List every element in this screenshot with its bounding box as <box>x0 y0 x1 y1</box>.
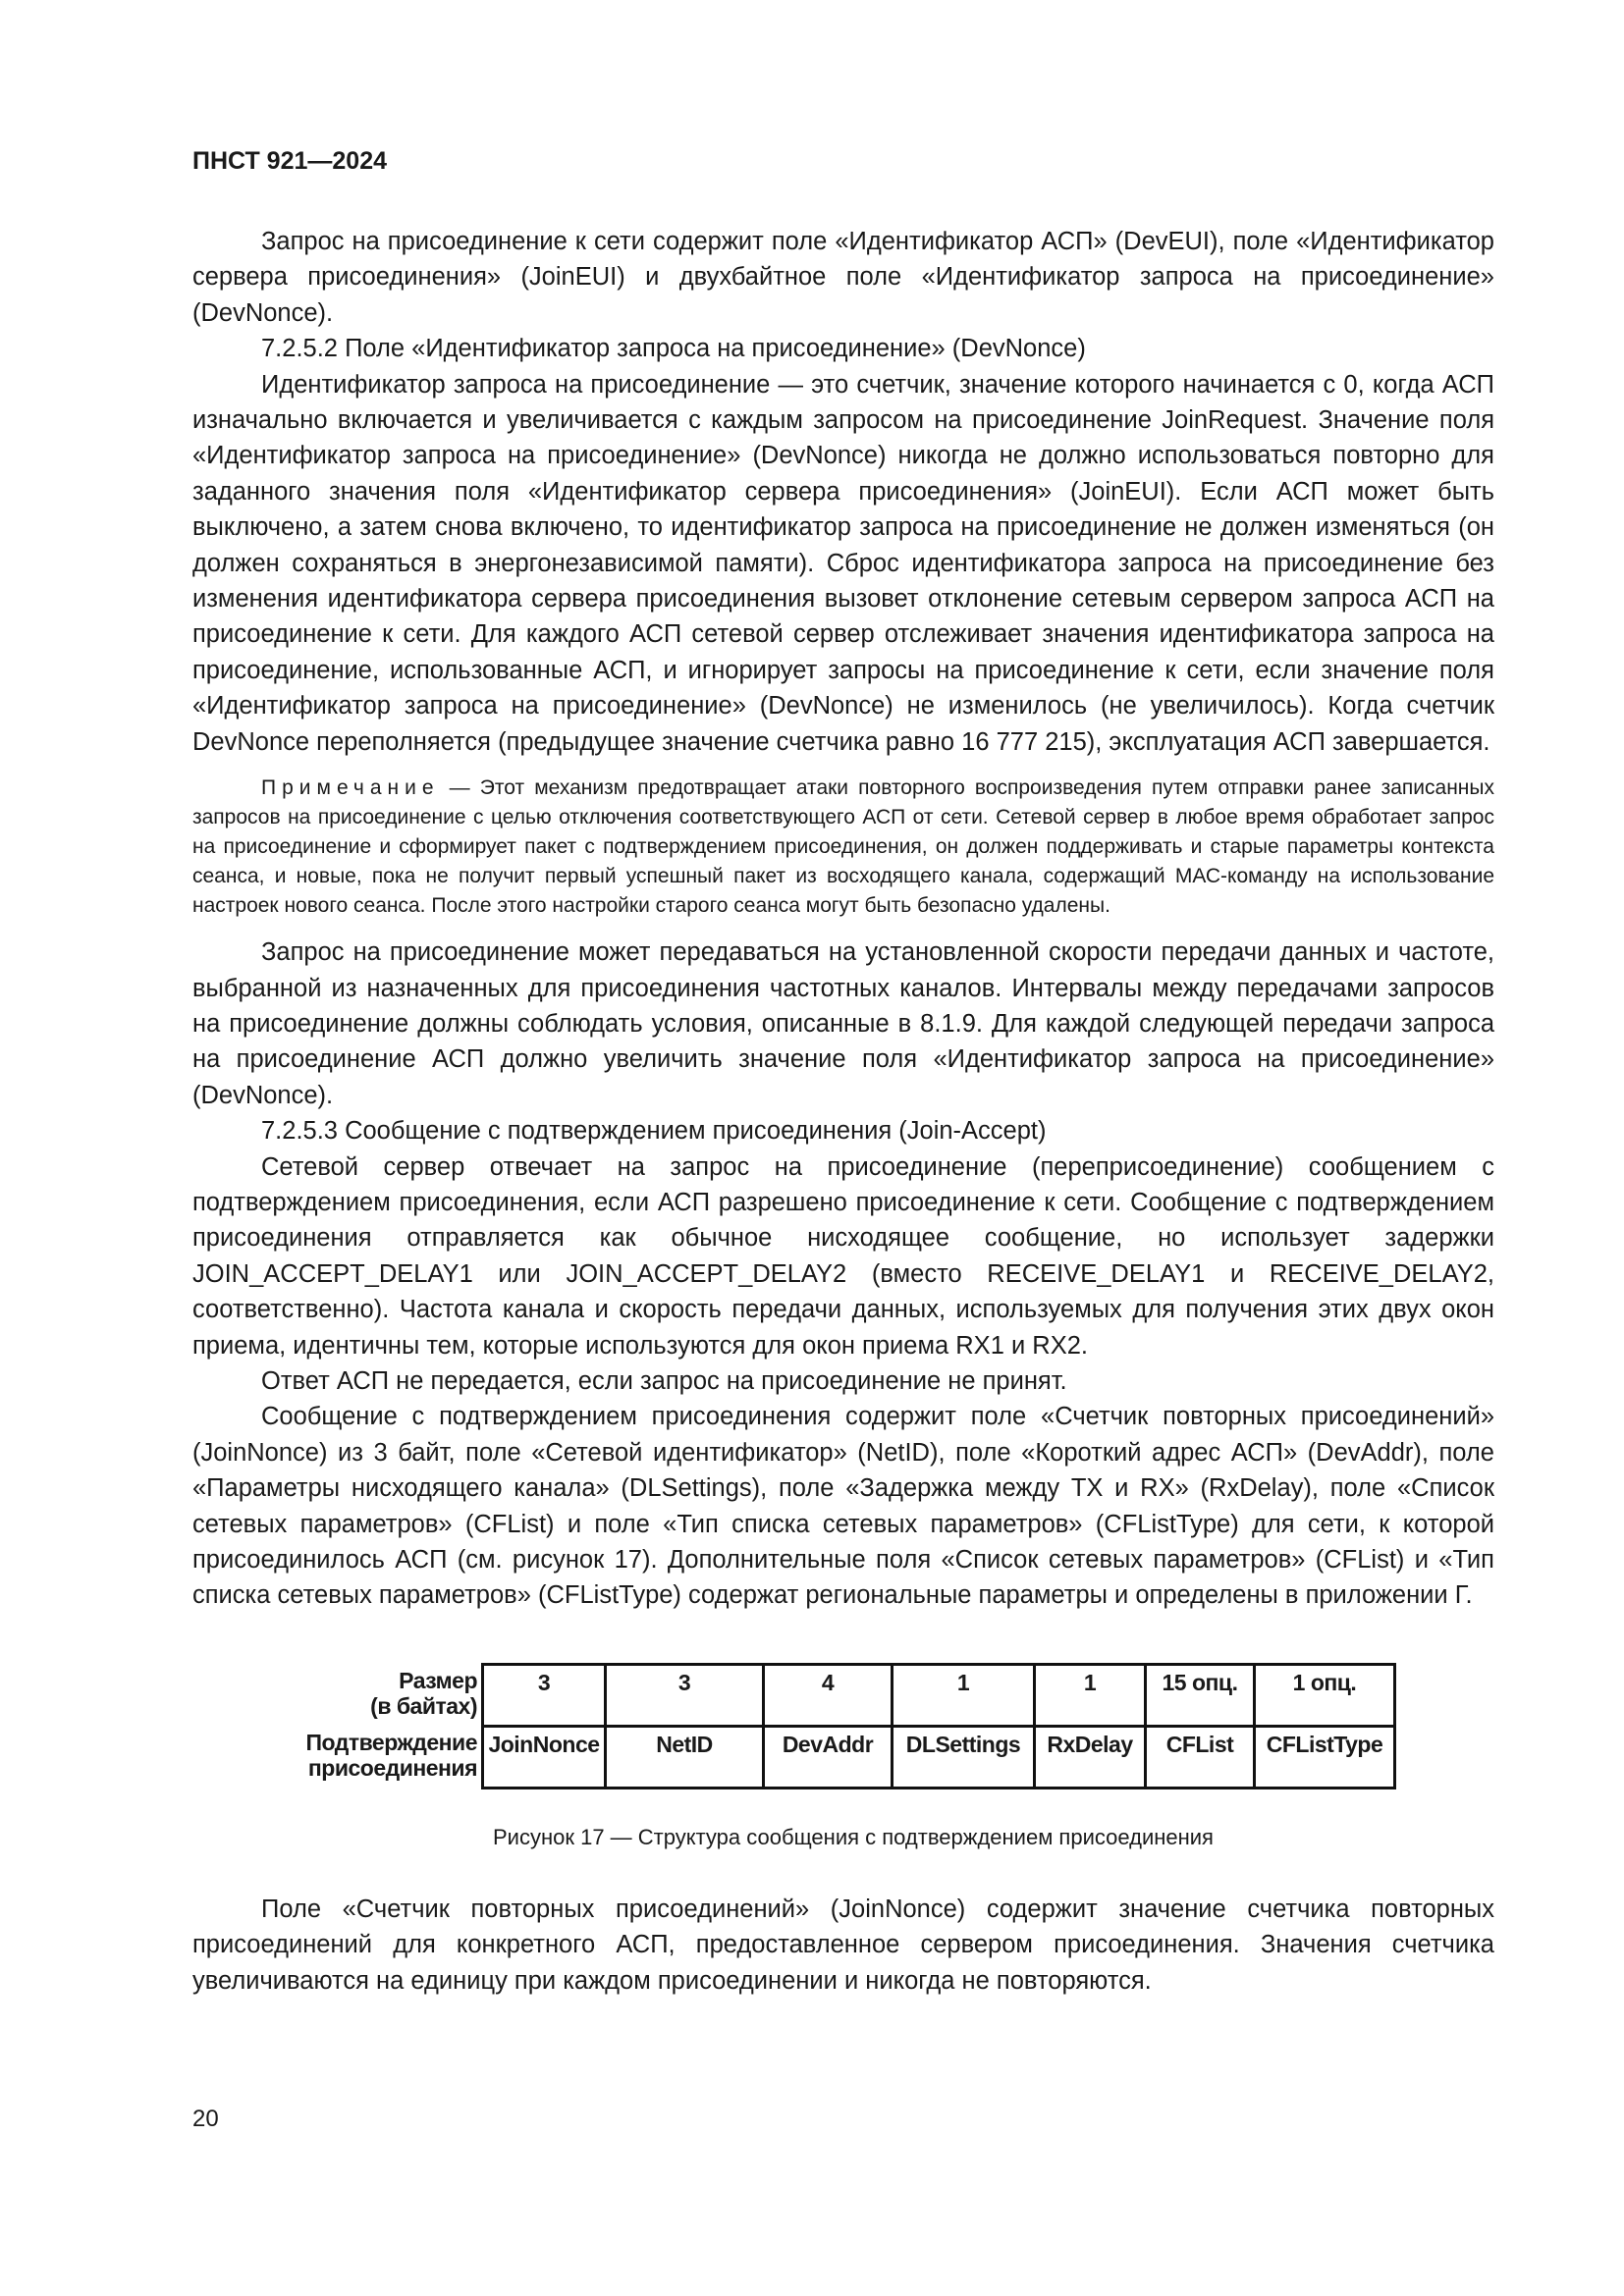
paragraph: Поле «Счетчик повторных присоединений» (JoinNonce) содержит значение счетчика повторных присоединений для конкретного АСП, предоставленное сервером присоединения. Значения счетчика увеличиваются на единицу при каждом присоединении и никогда не повторяются. <box>192 1895 1494 1995</box>
paragraph: Идентификатор запроса на присоединение — это счетчик, значение которого начинается с 0, когда АСП изначально включается и увеличивается с каждым запросом на присоединение JoinRequest. Значение поля «Идентификатор запроса на присоединение» (DevNonce) никогда не должно использоваться повторно для заданного значения поля «Идентификатор сервера присоединения» (JoinEUI). Если АСП может быть выключено, а затем снова включено, то идентификатор запроса на присоединение не должен изменяться (он должен сохраняться в энергонезависимой памяти). Сброс идентификатора запроса на присоединение без изменения идентификатора сервера присоединения вызовет отклонение сетевым сервером запроса АСП на присоединение к сети. Для каждого АСП сетевой сервер отслеживает значения идентификатора запроса на присоединение, использованные АСП, и игнорирует запросы на присоединение к сети, если значение поля «Идентификатор запроса на присоединение» (DevNonce) не изменилось (не увеличилось). Когда счетчик DevNonce переполняется (предыдущее значение счетчика равно 16 777 215), эксплуатация АСП завершается. <box>192 370 1494 756</box>
size-row-label: Размер (в байтах) <box>370 1668 477 1720</box>
size-cell: 3 <box>483 1664 606 1726</box>
section-heading: 7.2.5.3 Сообщение с подтверждением присоединения (Join-Accept) <box>261 1117 1047 1146</box>
paragraph: Сообщение с подтверждением присоединения содержит поле «Счетчик повторных присоединений» (JoinNonce) из 3 байт, поле «Сетевой идентификатор» (NetID), поле «Короткий адрес АСП» (DevAddr), поле «Параметры нисходящего канала» (DLSettings), поле «Задержка между TX и RX» (RxDelay), поле «Список сетевых параметров» (CFList) и поле «Тип списка сетевых параметров» (CFListType) для сети, к которой присоединилось АСП (см. рисунок 17). Дополнительные поля «Список сетевых параметров» (CFList) и «Тип списка сетевых параметров» (CFListType) содержат региональные параметры и определены в приложении Г. <box>192 1403 1494 1610</box>
size-cell: 1 <box>1035 1664 1146 1726</box>
field-row <box>291 1726 1395 1788</box>
closing-section <box>192 1892 1494 1999</box>
note <box>192 774 1494 921</box>
field-cell: NetID <box>606 1726 764 1788</box>
figure-17 <box>192 1663 1494 1850</box>
note-text: — Этот механизм предотвращает атаки повторного воспроизведения путем отправки ранее записанных запросов на присоединение с целью отключения соответствующего АСП от сети. Сетевой сервер в любое время обработает запрос на присоединение и сформирует пакет с подтверждением присоединения, он должен поддерживать и старые параметры контекста сеанса, и новые, пока не получит первый успешный пакет из восходящего канала, содержащий МАС-команду на использование настроек нового сеанса. После этого настройки старого сеанса могут быть безопасно удалены. <box>192 776 1494 918</box>
field-row-label: Подтверждение присоединения <box>305 1730 477 1782</box>
field-cell: DLSettings <box>893 1726 1035 1788</box>
field-cell: RxDelay <box>1035 1726 1146 1788</box>
paragraph: Запрос на присоединение может передаваться на установленной скорости передачи данных и частоте, выбранной из назначенных для присоединения частотных каналов. Интервалы между передачами запросов на присоединение должны соблюдать условия, описанные в 8.1.9. Для каждой следующей передачи запроса на присоединение АСП должно увеличить значение поля «Идентификатор запроса на присоединение» (DevNonce). <box>192 938 1494 1109</box>
paragraph: Запрос на присоединение к сети содержит поле «Идентификатор АСП» (DevEUI), поле «Идентификатор сервера присоединения» (JoinEUI) и двухбайтное поле «Идентификатор запроса на присоединение» (DevNonce). <box>192 228 1494 327</box>
size-cell: 3 <box>606 1664 764 1726</box>
field-cell: DevAddr <box>764 1726 893 1788</box>
paragraph: Ответ АСП не передается, если запрос на присоединение не принят. <box>261 1366 1067 1395</box>
document-header: ПНСТ 921—2024 <box>192 147 387 175</box>
size-row <box>291 1664 1395 1726</box>
paragraph: Сетевой сервер отвечает на запрос на присоединение (переприсоединение) сообщением с подтверждением присоединения, если АСП разрешено присоединение к сети. Сообщение с подтверждением присоединения отправляется как обычное нисходящее сообщение, но использует задержки JOIN_ACCEPT_DELAY1 или JOIN_ACCEPT_DELAY2 (вместо RECEIVE_DELAY1 и RECEIVE_DELAY2, соответственно). Частота канала и скорость передачи данных, используемых для получения этих двух окон приема, идентичны тем, которые используются для окон приема RX1 и RX2. <box>192 1152 1494 1360</box>
page-number: 20 <box>192 2106 219 2132</box>
document-body <box>192 224 1494 1999</box>
size-cell: 1 опц. <box>1255 1664 1395 1726</box>
field-cell: CFListType <box>1255 1726 1395 1788</box>
size-cell: 15 опц. <box>1146 1664 1255 1726</box>
section-heading: 7.2.5.2 Поле «Идентификатор запроса на присоединение» (DevNonce) <box>261 335 1086 363</box>
field-cell: CFList <box>1146 1726 1255 1788</box>
figure-caption: Рисунок 17 — Структура сообщения с подтверждением присоединения <box>493 1824 1214 1849</box>
size-cell: 1 <box>893 1664 1035 1726</box>
field-cell: JoinNonce <box>483 1726 606 1788</box>
join-accept-structure-table <box>291 1663 1396 1789</box>
size-cell: 4 <box>764 1664 893 1726</box>
note-label: Примечание <box>261 776 440 800</box>
